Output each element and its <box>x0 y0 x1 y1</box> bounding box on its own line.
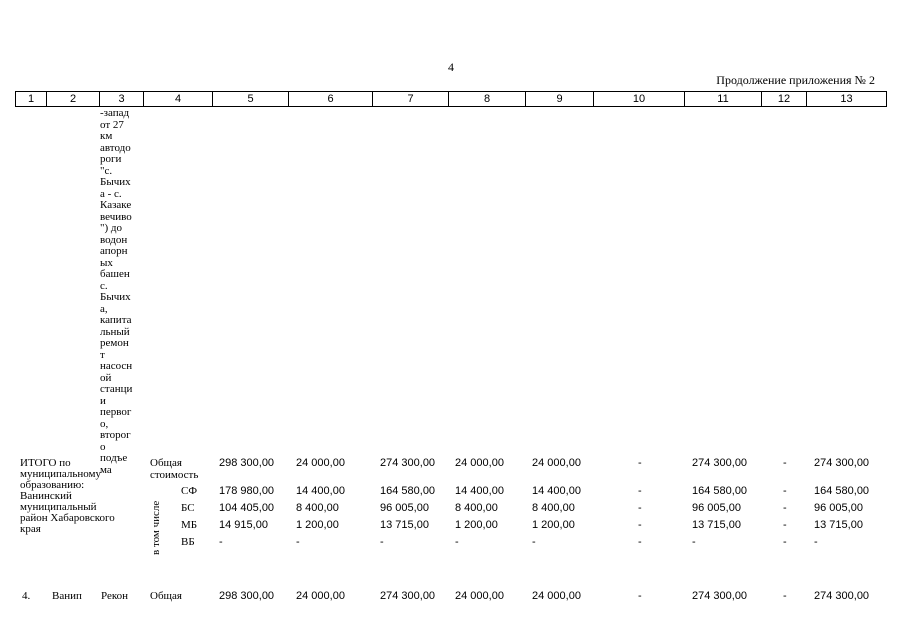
header-cell: 2 <box>47 92 100 106</box>
description-line: ремон <box>100 337 129 349</box>
table-cell: - <box>783 519 787 531</box>
table-cell: 13 715,00 <box>380 519 429 531</box>
description-line: а - с. <box>100 187 122 200</box>
description-line: ма <box>100 463 112 476</box>
table-cell: 96 005,00 <box>692 502 741 514</box>
header-cell: 12 <box>762 92 807 106</box>
table-cell: - <box>783 502 787 514</box>
description-line: "с. <box>100 164 113 177</box>
table-cell: Ванип <box>52 590 82 602</box>
total-label-line: муниципальный <box>20 501 97 513</box>
description-line: с. <box>100 279 108 292</box>
description-line: ой <box>100 371 112 384</box>
header-cell: 4 <box>144 92 213 106</box>
table-cell: 104 405,00 <box>219 502 275 514</box>
table-cell: - <box>296 536 300 548</box>
table-cell: - <box>638 519 642 531</box>
continuation-title: Продолжение приложения № 2 <box>716 73 875 87</box>
table-header-row <box>15 91 887 107</box>
total-label-line: края <box>20 523 41 535</box>
total-label-line: район Хабаровского <box>20 512 115 524</box>
total-label-line: образованию: <box>20 479 85 491</box>
table-cell: 274 300,00 <box>380 590 436 602</box>
table-cell: - <box>783 536 787 548</box>
table-cell: 8 400,00 <box>455 502 498 514</box>
table-cell: 298 300,00 <box>219 590 275 602</box>
table-cell: 14 400,00 <box>296 485 345 497</box>
table-cell: - <box>692 536 696 548</box>
table-cell: 14 915,00 <box>219 519 268 531</box>
table-cell: - <box>380 536 384 548</box>
table-cell: Общая <box>150 590 182 602</box>
table-cell: - <box>783 457 787 469</box>
description-line: апорн <box>100 245 128 257</box>
header-cell: 13 <box>840 93 853 105</box>
table-cell: 178 980,00 <box>219 485 275 497</box>
header-cell: 10 <box>594 92 685 106</box>
description-line: льный <box>100 325 130 338</box>
description-line: вечиво <box>100 210 132 223</box>
table-cell: 1 200,00 <box>532 519 575 531</box>
table-cell: 1 200,00 <box>296 519 339 531</box>
header-cell: 1 <box>16 92 47 106</box>
total-label-line: ИТОГО по <box>20 457 71 469</box>
description-line: и <box>100 394 106 407</box>
table-cell: 274 300,00 <box>814 457 870 469</box>
description-line: от 27 <box>100 118 124 131</box>
table-cell: 13 715,00 <box>692 519 741 531</box>
header-cell: 11 <box>685 92 762 106</box>
description-line: автодо <box>100 141 131 154</box>
description-line: станци <box>100 383 133 395</box>
table-cell: 96 005,00 <box>814 502 863 514</box>
table-cell: - <box>638 536 642 548</box>
description-line: роги <box>100 153 122 165</box>
description-line: второг <box>100 429 131 441</box>
total-label-line: Ванинский <box>20 490 72 502</box>
object-description-cell <box>100 108 142 476</box>
description-line: т <box>100 348 105 361</box>
table-cell: 164 580,00 <box>692 485 748 497</box>
description-line: о, <box>100 417 109 430</box>
table-cell: 4. <box>22 590 31 602</box>
table-cell: 96 005,00 <box>380 502 429 514</box>
table-cell: 164 580,00 <box>380 485 436 497</box>
description-line: водон <box>100 233 128 246</box>
page-number: 4 <box>448 60 454 74</box>
description-line: Казаке <box>100 199 132 211</box>
table-cell: 24 000,00 <box>296 590 345 602</box>
table-cell: - <box>783 590 787 602</box>
description-line: Бычих <box>100 176 131 188</box>
table-cell: 14 400,00 <box>455 485 504 497</box>
description-line: а, <box>100 302 108 315</box>
total-cost-label-2: стоимость <box>150 469 199 481</box>
table-cell: 14 400,00 <box>532 485 581 497</box>
header-cell: 9 <box>526 92 594 106</box>
table-cell: Рекон <box>101 590 129 602</box>
table-cell: 298 300,00 <box>219 457 275 469</box>
table-cell: - <box>638 457 642 469</box>
table-cell: - <box>532 536 536 548</box>
description-line: ") до <box>100 222 122 234</box>
table-cell: - <box>638 502 642 514</box>
description-line: насосн <box>100 360 133 372</box>
funding-source-label: ВБ <box>181 536 195 548</box>
table-cell: 8 400,00 <box>296 502 339 514</box>
table-cell: - <box>638 590 642 602</box>
header-cell: 6 <box>289 92 373 106</box>
table-cell: - <box>455 536 459 548</box>
table-cell: 24 000,00 <box>532 457 581 469</box>
total-cost-label: Общая <box>150 457 182 469</box>
description-line: подъе <box>100 452 128 464</box>
table-cell: 24 000,00 <box>296 457 345 469</box>
table-cell: - <box>814 536 818 548</box>
table-cell: 274 300,00 <box>814 590 870 602</box>
header-cell: 8 <box>449 92 526 106</box>
including-label: в том числе <box>150 500 162 555</box>
header-cell: 5 <box>213 92 289 106</box>
table-cell: - <box>638 485 642 497</box>
total-label <box>20 458 140 535</box>
description-line: башен <box>100 268 130 280</box>
description-line: ых <box>100 256 113 269</box>
table-cell: - <box>783 485 787 497</box>
description-line: км <box>100 130 113 142</box>
table-cell: 274 300,00 <box>380 457 436 469</box>
table-cell: 24 000,00 <box>455 457 504 469</box>
description-line: -запад <box>100 107 130 119</box>
funding-source-label: СФ <box>181 485 198 497</box>
funding-source-label: БС <box>181 502 195 514</box>
description-line: о <box>100 440 106 453</box>
header-cell: 7 <box>373 92 449 106</box>
table-cell: 274 300,00 <box>692 457 748 469</box>
funding-source-label: МБ <box>181 519 198 531</box>
description-line: первог <box>100 406 132 418</box>
table-cell: 1 200,00 <box>455 519 498 531</box>
table-cell: - <box>219 536 223 548</box>
table-cell: 24 000,00 <box>532 590 581 602</box>
header-cell: 3 <box>100 92 144 106</box>
table-cell: 274 300,00 <box>692 590 748 602</box>
table-cell: 24 000,00 <box>455 590 504 602</box>
table-cell: 164 580,00 <box>814 485 870 497</box>
table-cell: 13 715,00 <box>814 519 863 531</box>
total-label-line: муниципальному <box>20 468 102 480</box>
table-cell: 8 400,00 <box>532 502 575 514</box>
description-line: Бычих <box>100 291 131 303</box>
description-line: капита <box>100 314 132 326</box>
